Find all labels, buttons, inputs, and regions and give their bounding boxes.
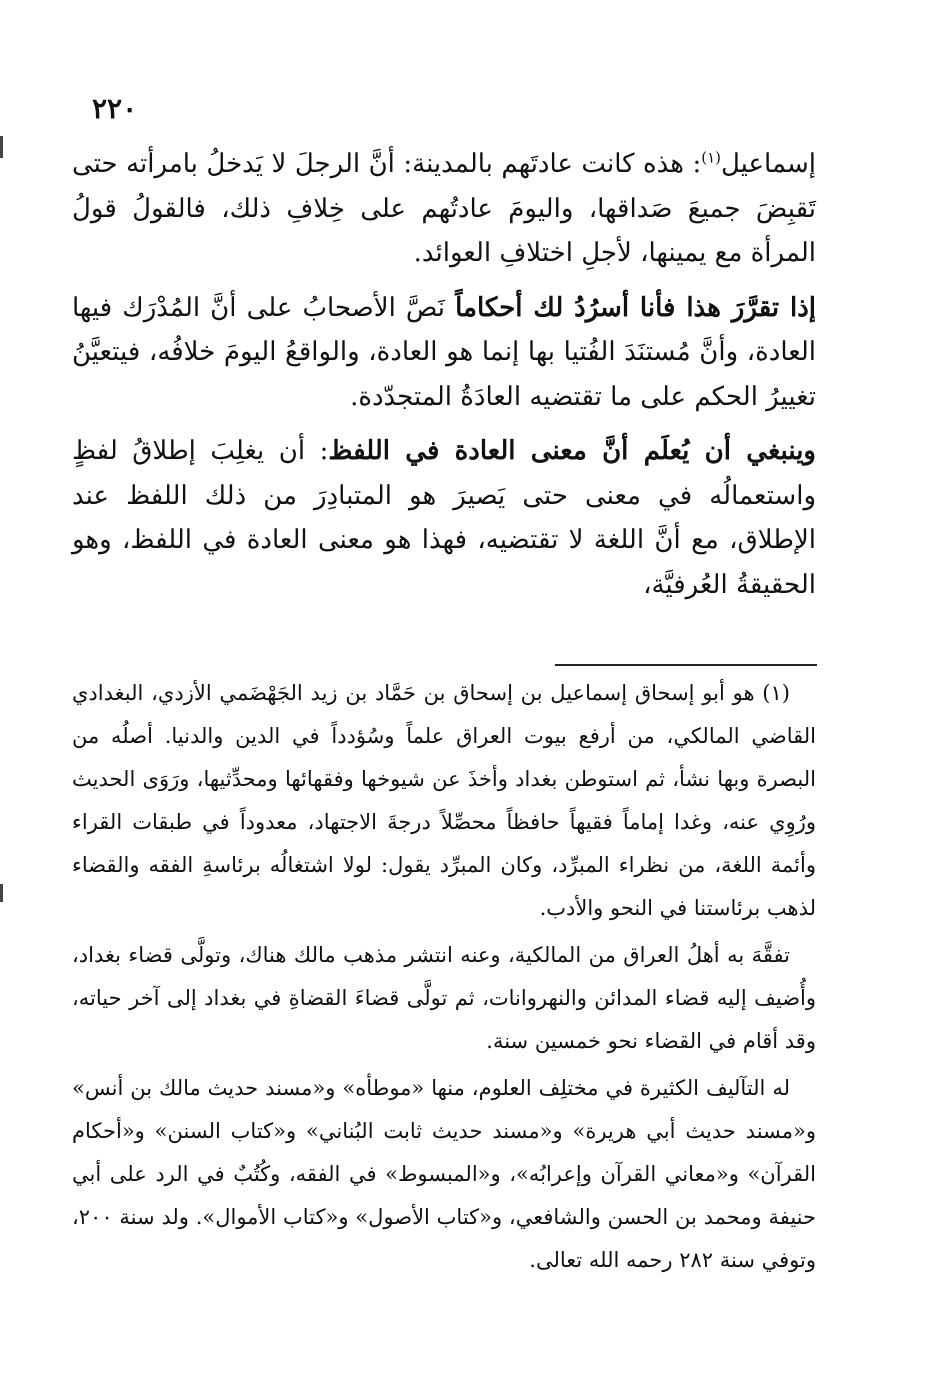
paragraph-2-lead: إذا تقرَّرَ هذا فأنا أسرُدُ لك أحكاماً [455,292,816,323]
paragraph-1-text: : هذه كانت عادتَهم بالمدينة: أنَّ الرجلَ لا يَدخلُ بامرأته حتى تَقبِضَ جميعَ صَداقها، واليومَ عادتُهم على خِلافِ ذلك، فالقولُ قولُ المرأة مع يمينها، لأجلِ اختلافِ العوائد. [72,149,816,268]
paragraph-3-text: : أن يغلِبَ إطلاقُ لفظٍ واستعمالُه في معنى حتى يَصيرَ هو المتبادِرَ من ذلك اللفظ عند الإطلاق، مع أنَّ اللغة لا تقتضيه، فهذا هو معنى العادة في اللفظ، وهو الحقيقةُ العُرفيَّة، [72,436,816,600]
page-edge-mark-top [0,136,3,158]
footnote-reference: (١) [701,148,721,167]
paragraph-3 [72,429,816,607]
footnote-paragraph-3: له التآليف الكثيرة في مختلِف العلوم، منها «موطأه» و«مسند حديث مالك بن أنس» و«مسند حديث أبي هريرة» و«مسند حديث ثابت البُناني» و«كتاب السنن» و«أحكام القرآن» و«معاني القرآن وإعرابُه»، و«المبسوط» في الفقه، وكُتُبٌ في الرد على أبي حنيفة ومحمد بن الحسن والشافعي، و«كتاب الأصول» و«كتاب الأموال». ولد سنة ٢٠٠، وتوفي سنة ٢٨٢ رحمه الله تعالى. [72,1076,816,1272]
paragraph-2 [72,286,816,420]
page-edge-mark-bottom [0,884,3,902]
paragraph-1-start: إسماعيل [720,149,816,179]
paragraph-3-lead: وينبغي أن يُعلَم أنَّ معنى العادة في اللفظ [328,436,816,466]
paragraph-1 [72,142,816,276]
footnotes-section [72,672,816,1286]
page-number: ٢٢٠ [92,92,138,125]
main-text [72,142,816,617]
footnote-paragraph-1: (١) هو أبو إسحاق إسماعيل بن إسحاق بن حَمَّاد بن زيد الجَهْضَمي الأزدي، البغدادي القاضي المالكي، من أرفع بيوت العراق علماً وسُؤدداً في الدين والدنيا. أصلُه من البصرة وبها نشأ، ثم استوطن بغداد وأخذَ عن شيوخها وفقهائها ومحدِّثيها، ورَوَى الحديث ورُوِي عنه، وغدا إماماً فقيهاً حافظاً محصِّلاً درجةَ الاجتهاد، معدوداً في طبقات القراء وأئمة اللغة، من نظراء المبرِّد، وكان المبرِّد يقول: لولا اشتغالُه برئاسةِ الفقه والقضاء لذهب برئاستنا في النحو والأدب. [72,681,816,920]
footnote-divider [555,664,817,666]
footnote-paragraph-2: تفقَّهَ به أهلُ العراق من المالكية، وعنه انتشر مذهب مالك هناك، وتولَّى قضاء بغداد، وأُضيف إليه قضاء المدائن والنهروانات، ثم تولَّى قضاءَ القضاةِ في بغداد إلى آخر حياته، وقد أقام في القضاء نحو خمسين سنة. [72,943,817,1053]
paragraph-2-text: نَصَّ الأصحابُ على أنَّ المُدْرَك فيها العادة، وأنَّ مُستنَدَ الفُتيا بها إنما هو العادة، والواقعُ اليومَ خلافُه، فيتعيَّنُ تغييرُ الحكم على ما تقتضيه العادَةُ المتجدّدة. [72,292,816,412]
